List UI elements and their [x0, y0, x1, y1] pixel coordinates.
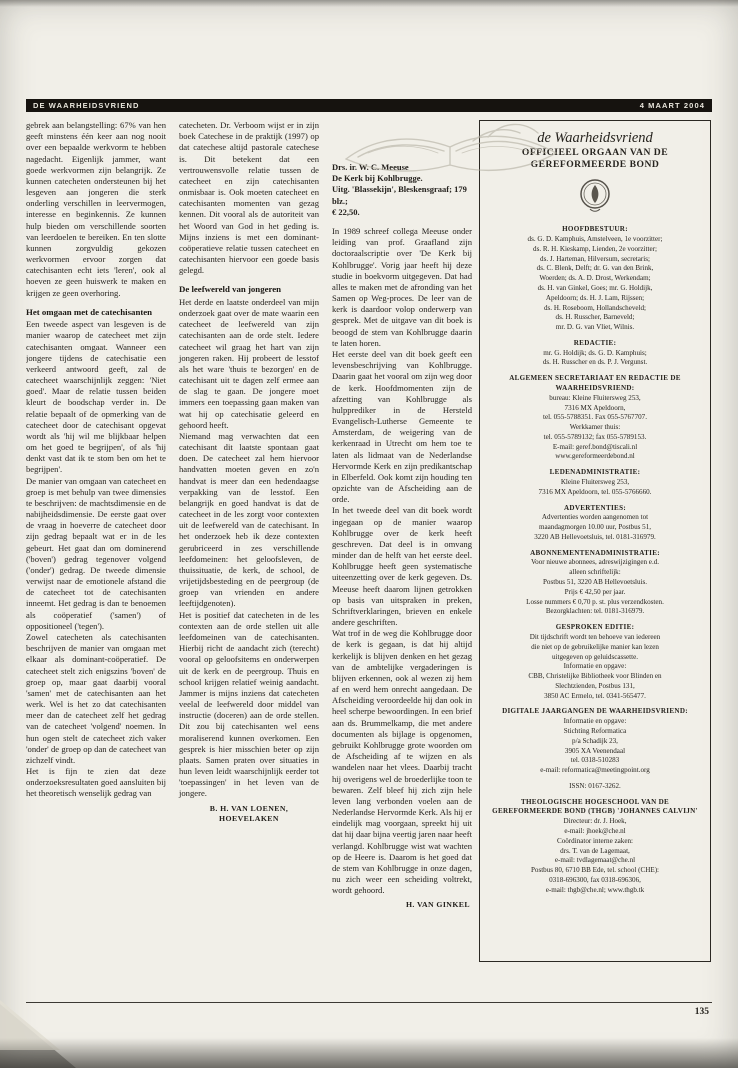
footer-rule: [26, 1002, 712, 1003]
colofon-line: maandagmorgen 10.00 uur, Postbus 51,: [538, 523, 652, 532]
colofon-line: 3905 XA Veenendaal: [564, 746, 626, 755]
paragraph: gebrek aan belangstelling: 67% van hen geeft minstens één keer aan nog nooit over een bepaalde werkvorm te hebben nagedacht. Eigenlijk jammer, want goede werkvormen zijn belangrijk. Ze kunnen catecheten ondersteunen bij het lesgeven aan jongeren die sterk onderling verschillen in leervermogen, interesse en beginkennis. Ze kunnen hulp bieden om verschillende soorten van leerdoelen te bereiken. En ten slotte kunnen zorgvuldig gekozen werkvormen ervoor zorgen dat catechisanten echt iets 'leren', ook al hoeven ze geen huiswerk te maken en krijgen ze geen overhoring.: [26, 120, 166, 298]
colofon-section: [489, 782, 701, 792]
colofon-line: CBB, Christelijke Bibliotheek voor Blinden en: [528, 672, 662, 681]
scan-edge-bottom: [0, 1038, 738, 1068]
colofon-line: Postbus 80, 6710 BB Ede, tel. school (CHE):: [530, 866, 660, 875]
colofon-line: Werkkamer thuis:: [569, 423, 621, 432]
colofon-line: e-mail: jhoek@che.nl: [564, 827, 626, 835]
colofon-line: ds. H. van Ginkel, Goes; mr. G. Holdijk,: [537, 283, 653, 292]
colofon-section: [489, 225, 701, 333]
paragraph: In 1989 schreef collega Meeuse onder leiding van prof. Graafland zijn doctoraalscriptie over 'De Kerk bij Kohlbrugge'. Vorig jaar heeft hij deze studie in boekvorm uitgegeven. Dat had alles te maken met de afronding van het Samen op Weg-proces. De leer van de kerk is daardoor volop onderwerp van gesprek. Met de uitgave van dit boek is beoogd de stem van Kohlbrugge daarin te laten horen.: [332, 226, 472, 348]
colofon-line: tel. 055-5789132; fax 055-5789153.: [543, 432, 647, 441]
paragraph: Een tweede aspect van lesgeven is de manier waarop de catecheet met zijn catechisanten omgaat. Wanneer een jongere tijdens de catechisatie een verkeerd antwoord geeft, zal de catecheet waarschijnlijk zeggen: 'Niet goed'. Maar de relatie tussen beiden kleurt de boodschap verder in. De relatie bepaalt of de opmerking van de catecheet door de catechisant opgevat wordt als 'hij wil me blijkbaar helpen om het goed te begrijpen', of als 'hij denkt vast dat ik te stom ben om het te begrijpen'.: [26, 319, 166, 475]
colofon-line: mr. D. G. van Vliet, Wilnis.: [555, 323, 635, 332]
colofon-sections: [489, 225, 701, 895]
colofon-line: Losse nummers € 0,70 p. st. plus verzendkosten.: [526, 597, 664, 606]
article-column-1: [26, 120, 166, 998]
paragraph: Wat trof in de weg die Kohlbrugge door de kerk is gegaan, is dat hij altijd kerkelijk is blijven denken en het gezag van de ambtelijke vergaderingen is blijven erkennen, ook al wezen zij hem af en werd hem onrecht aangedaan. De Afscheiding veroordeelde hij dan ook in heel scherpe bewoordingen. In een brief aan ds. Brummelkamp, die met andere documenten als bijlage is opgenomen, gebruikt Kohlbrugge grote woorden om de Afscheiding af te wijzen en als wandelen naar het vlees. Daarbij tracht hij overigens wel de broederlijke toon te bewaren. Zelf bleef hij zich zijn hele leven lang verbonden voelen aan de Nederlandse Hervormde Kerk. Als hij er eindelijk mag voorgaan, spreekt hij uit dat hij daar bijna veertig jaren naar heeft verlangd. Kohlbrugge wist wat wachten op de Heere is. Daarom is het goed dat de stem van Kohlbrugge in onze dagen, nu zich weer een scheiding voltrekt, wordt gehoord.: [332, 628, 472, 896]
colofon-line: Bezorgklachten: tel. 0181-316979.: [545, 607, 645, 616]
colofon-line: e-mail: reformatica@meetingpoint.org: [540, 766, 650, 775]
colofon-line: die niet op de gebruikelijke manier kan lezen: [531, 642, 659, 651]
issue-date: 4 MAART 2004: [639, 101, 705, 110]
colofon-line: Prijs € 42,50 per jaar.: [564, 587, 626, 596]
colofon-subtitle-line2: GEREFORMEERDE BOND: [530, 159, 660, 171]
colofon-line: ds. J. Harteman, Hilversum, secretaris;: [540, 254, 650, 263]
colofon-line: uitgegeven op geluidscassette.: [551, 652, 639, 661]
colofon-line: www.gereformeerdebond.nl: [555, 452, 635, 461]
colofon-line: tel. 0318-510283: [570, 756, 620, 765]
colofon-section-heading: REDACTIE:: [573, 338, 617, 347]
colofon-section: [489, 798, 701, 896]
colofon-section-heading: ABONNEMENTENADMINISTRATIE:: [530, 548, 660, 557]
review-author: Drs. ir. W. C. Meeuse: [332, 162, 409, 172]
colofon-line: e-mail: tvdlagemaat@che.nl: [554, 856, 636, 865]
paragraph: Het is fijn te zien dat deze onderzoeksresultaten goed aansluiten bij het theoretisch wenselijk gedrag van: [26, 766, 166, 799]
article-column-2: [179, 120, 319, 998]
colofon-line: Dit tijdschrift wordt ten behoeve van iedereen: [529, 632, 661, 641]
colofon-line: 3220 AB Hellevoetsluis, tel. 0181-316979.: [534, 532, 656, 541]
colofon-section: [489, 549, 701, 617]
paragraph: De manier van omgaan van catecheet en groep is met behulp van twee dimensies te beschrijven: de machtsdimensie en de nabijheidsdimensie. De eerste gaat over de vraag in hoeverre de catecheet door zijn gedrag bepaalt wat er in de les gebeurt. Het gaat dan om dominerend ('boven') gedrag tegenover volgend ('onder') gedrag. De tweede dimensie verwijst naar de emotionele afstand die de catecheet tot de catechisanten inneemt. Het gedrag is dan te benoemen als coöperatief ('samen') of oppositioneel ('tegen').: [26, 475, 166, 631]
colofon-line: Directeur: dr. J. Hoek,: [563, 817, 627, 826]
colofon-section-heading: DIGITALE JAARGANGEN DE WAARHEIDSVRIEND:: [502, 707, 688, 716]
colofon-section: [489, 339, 701, 368]
paragraph: Het eerste deel van dit boek geeft een levensbeschrijving van Kohlbrugge. Daarin gaat het vooral om zijn weg door de kerk. Hoofdmomenten zijn de afzetting van Kohlbrugge als hulpprediker in de Hersteld Evangelisch-Lutherse Gemeente te Amsterdam, de weigering van de kerkenraad in Utrecht om hem toe te laten als lidmaat van de Nederlandse Hervormde Kerk en zijn predikantschap in Elberfeld. Ook komt zijn houding ten opzichte van de Afscheiding aan de orde.: [332, 348, 472, 505]
page-number: 135: [694, 1007, 709, 1017]
colofon-line: Voor nieuwe abonnees, adreswijzigingen e.d.: [530, 558, 660, 567]
colofon-line: ds. G. D. Kamphuis, Amstelveen, 1e voorzitter;: [527, 235, 663, 244]
colofon-section-heading: ADVERTENTIES:: [564, 503, 626, 512]
colofon-line: ds. C. Blenk, Delft; dr. G. van den Brink,: [536, 264, 654, 273]
colofon-line: 0318-696300, fax 0318-696306,: [549, 875, 641, 884]
colofon-line: ISSN: 0167-3262.: [569, 781, 621, 790]
colofon-section-heading: THEOLOGISCHE HOGESCHOOL VAN DE GEREFORMEERDE BOND (THGB) 'JOHANNES CALVIJN': [492, 797, 698, 816]
colofon-line: Postbus 51, 3220 AB Hellevoetsluis.: [542, 578, 648, 587]
colofon-line: alleen schriftelijk:: [569, 568, 621, 577]
colofon-line: Stichting Reformatica: [563, 726, 627, 735]
article-body: [26, 120, 472, 998]
colofon-section: [489, 468, 701, 497]
colofon-section: [489, 504, 701, 543]
colofon-line: ds. H. Roseboom, Hollandscheveld;: [543, 303, 647, 312]
scan-edge-top: [0, 0, 738, 7]
reviewer-byline: H. VAN GINKEL: [405, 900, 470, 910]
review-price: € 22,50.: [332, 206, 360, 217]
colofon-box: [479, 120, 711, 962]
colofon-line: Kleine Fluitersweg 253,: [560, 478, 630, 486]
colofon-line: E-mail: geref.bond@tiscali.nl: [552, 442, 638, 451]
colofon-section: [489, 707, 701, 775]
section-heading: De leefwereld van jongeren: [179, 284, 282, 295]
review-publisher: Uitg. 'Blassekijn', Bleskensgraaf; 179 blz.;: [332, 184, 467, 206]
colofon-section-heading: LEDENADMINISTRATIE:: [549, 468, 641, 477]
review-column: [332, 120, 472, 998]
colofon-line: tel. 055-5788351. Fax 055-5767707.: [542, 413, 648, 422]
colofon-line: 3850 AC Ermelo, tel. 0341-565477.: [544, 691, 646, 700]
colofon-line: ds. H. Russcher, Barneveld;: [555, 313, 635, 322]
paragraph: Het derde en laatste onderdeel van mijn onderzoek gaat over de mate waarin een catecheet de leefwereld van zijn catechisanten aan de orde stelt. Iedere catecheet wil graag het hart van zijn jongeren raken. Hij probeert de lesstof als het ware 'thuis te bezorgen' en de catechisant uit te dagen zelf ermee aan de slag te gaan. De jongere moet immers een toepassing gaan maken van wat hij op catechisatie geleerd en gehoord heeft.: [179, 296, 319, 430]
paragraph: In het tweede deel van dit boek wordt ingegaan op de manier waarop Kohlbrugge over de kerk heeft geschreven. Dat deel is in omvang minder dan de helft van het eerste deel. Kohlbrugge heeft geen systematische uiteenzetting over de kerk gegeven. Ds. Meeuse heeft daarom lijnen getrokken op basis van uitspraken in preken, Schriftverklaringen, brieven en enkele andere geschriften.: [332, 505, 472, 628]
colofon-section-heading: GESPROKEN EDITIE:: [555, 623, 635, 632]
colofon-line: p/a Schadijk 23,: [572, 736, 618, 745]
colofon-line: 7316 MX Apeldoorn,: [564, 403, 626, 412]
colofon-line: ds. R. H. Kieskamp, Lienden, 2e voorzitter;: [533, 244, 657, 253]
colofon-line: drs. T. van de Lagemaat,: [560, 846, 630, 855]
colofon-subtitle-line1: OFFICIEEL ORGAAN VAN DE: [521, 146, 669, 158]
review-book-title: De Kerk bij Kohlbrugge.: [332, 173, 423, 184]
paragraph: Het is positief dat catecheten in de les contexten aan de orde stellen uit alle leefdomeinen van de catechisanten. Hierbij richt de aandacht zich (terecht) vooral op geloofsitems en onderwerpen uit de kerk en de peergroup. Thuis en school krijgen relatief weinig aandacht. Jammer is mijns inziens dat catecheten veelal de leefwereld door middel van instructie (doceren) aan de orde stellen. Dit zou bij catechisanten wel eens moraliserend kunnen overkomen. Een gesprek is hier misschien beter op zijn plaats. Samen praten over situaties in hun leven leidt waarschijnlijk eerder tot 'toepassingen' in het leven van de jongere.: [179, 609, 319, 799]
colofon-section-heading: ALGEMEEN SECRETARIAAT EN REDACTIE DE WAARHEIDSVRIEND:: [509, 374, 681, 392]
colofon-line: Woerden; ds. A. D. Drost, Werkendam;: [539, 274, 651, 283]
colofon-title: de Waarheidsvriend: [537, 130, 653, 146]
gereformeerde-bond-logo-icon: [578, 177, 612, 215]
colofon-line: bureau: Kleine Fluitersweg 253,: [549, 393, 641, 402]
colofon-line: Coördinator interne zaken:: [556, 836, 634, 845]
colofon-line: Informatie en opgave:: [563, 662, 627, 671]
colofon-section: [489, 623, 701, 701]
colofon-line: Informatie en opgave:: [563, 717, 627, 726]
colofon-line: Slechtzienden, Postbus 131,: [555, 681, 635, 690]
colofon-line: 7316 MX Apeldoorn, tel. 055-5766660.: [538, 487, 652, 496]
colofon-section: [489, 374, 701, 462]
paragraph: Zowel catecheten als catechisanten beschrijven de manier van omgaan met elkaar als dominant-coöperatief. De catecheet stelt zich enigszins 'boven' de groep op, maar gaat daarbij vooral 'samen' met de catechisanten aan het werk. Wel is het zo dat catechisanten meer dan de catecheet zelf het gedrag van de catecheet 'volgend' noemen. In hun ogen stelt de catecheet zich vaker 'onder' de groep op dan de catecheet van zichzelf vindt.: [26, 631, 166, 765]
masthead-bar: [26, 99, 712, 112]
review-header: [332, 162, 472, 218]
colofon-line: Advertenties worden aangenomen tot: [541, 513, 649, 522]
author-byline: B. H. VAN LOENEN, HOEVELAKEN: [209, 803, 289, 823]
masthead-title: DE WAARHEIDSVRIEND: [33, 101, 140, 110]
paragraph: catecheten. Dr. Verboom wijst er in zijn boek Catechese in de praktijk (1997) op dat catechese altijd pastorale catechese is. Dit betekent dat een vertrouwensvolle relatie tussen de catecheet en zijn catechisanten onmisbaar is. Ook moeten catecheet en catechisanten momenten van gezag kennen. Dit vooral als de autoriteit van het Woord van God in het geding is. Mijns inziens is met een dominant-coöperatieve relatie tussen catecheet en catechisanten hiervoor een goede basis gelegd.: [179, 120, 319, 276]
paragraph: Niemand mag verwachten dat een catechisant dit laatste spontaan gaat doen. De catecheet zal hem hiervoor handvatten moeten geven en zo'n handvat is meer dan een hedendaagse verpakking van de lesstof. Een belangrijk en goed handvat is dat de catecheet in de les zorgt voor contexten uit de leefwereld van de catechisant. In het onderzoek heb ik deze contexten gerubriceerd in zes verschillende leefdomeinen: het geloofsleven, de thuissituatie, de kerk, de school, de vrijetijdsbesteding en de peergroup (de groep van vrienden en andere leeftijdgenoten).: [179, 430, 319, 609]
colofon-line: e-mail: thgb@che.nl; www.thgb.tk: [545, 885, 645, 894]
section-heading: Het omgaan met de catechisanten: [26, 306, 153, 317]
colofon-line: Apeldoorn; ds. H. J. Lam, Rijssen;: [545, 293, 645, 302]
gereformeerde-bond-logo: [489, 177, 701, 219]
colofon-line: ds. H. Russcher en ds. P. J. Vergunst.: [542, 358, 648, 367]
colofon-line: mr. G. Holdijk; ds. G. D. Kamphuis;: [543, 348, 647, 357]
colofon-section-heading: HOOFDBESTUUR:: [562, 225, 628, 234]
